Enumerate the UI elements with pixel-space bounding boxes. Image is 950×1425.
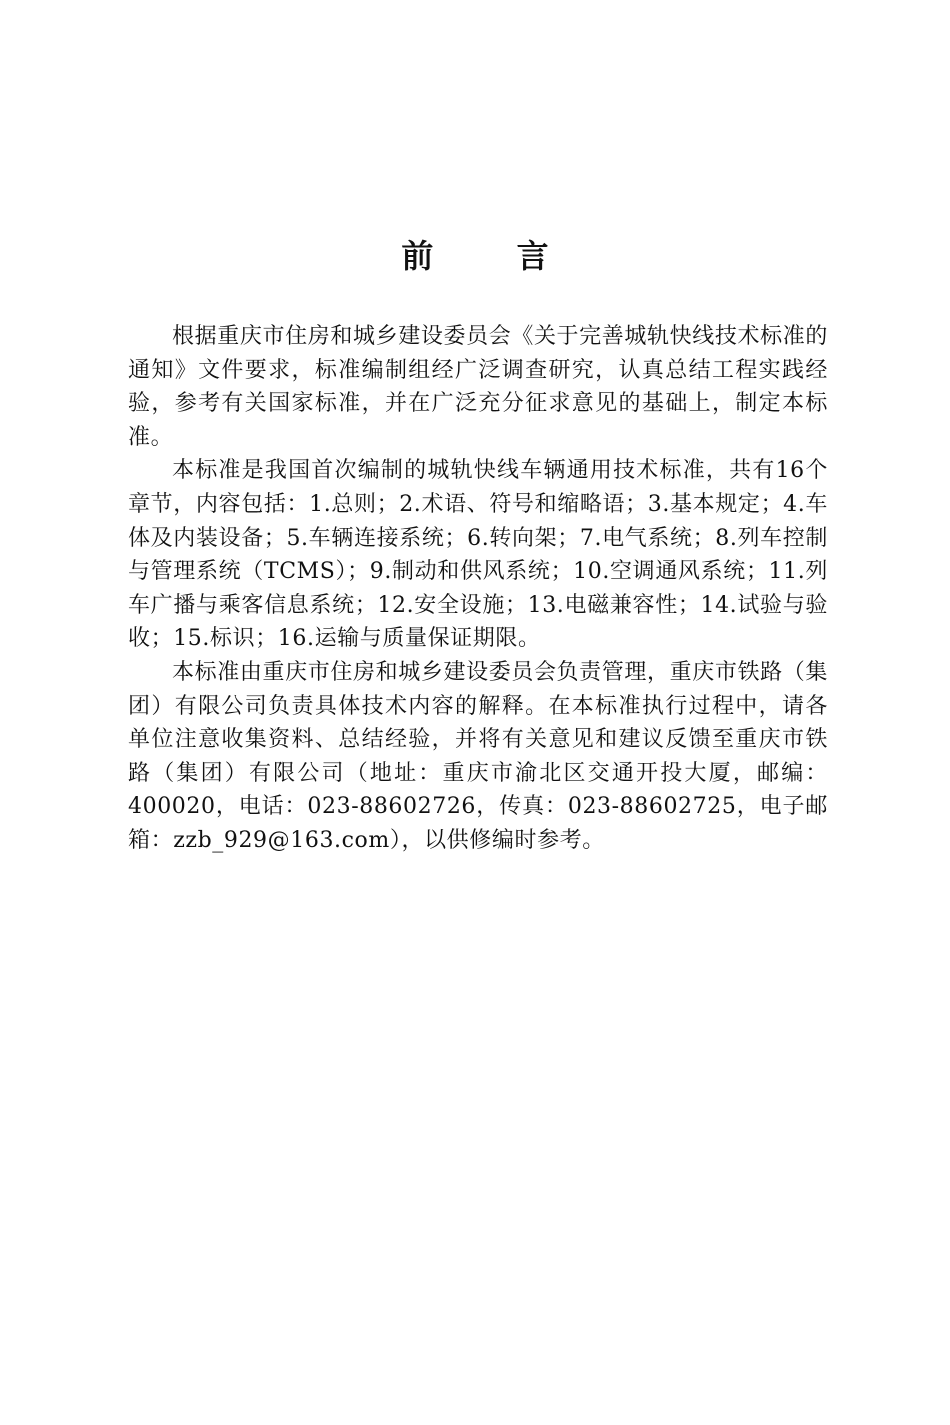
preface-paragraph-1: 根据重庆市住房和城乡建设委员会《关于完善城轨快线技术标准的通知》文件要求，标准编制组经广泛调查研究，认真总结工程实践经验，参考有关国家标准，并在广泛充分征求意见的基础上，制定本标准。 [128, 324, 828, 450]
preface-paragraph-2: 本标准是我国首次编制的城轨快线车辆通用技术标准，共有16个章节，内容包括：1.总则；2.术语、符号和缩略语；3.基本规定；4.车体及内装设备；5.车辆连接系统；6.转向架；7.电气系统；8.列车控制与管理系统（TCMS）；9.制动和供风系统；10.空调通风系统；11.列车广播与乘客信息系统；12.安全设施；13.电磁兼容性；14.试验与验收；15.标识；16.运输与质量保证期限。 [128, 458, 828, 652]
page-title: 前 言 [401, 237, 585, 275]
preface-body [128, 320, 828, 858]
preface-paragraph-3: 本标准由重庆市住房和城乡建设委员会负责管理，重庆市铁路（集团）有限公司负责具体技术内容的解释。在本标准执行过程中，请各单位注意收集资料、总结经验，并将有关意见和建议反馈至重庆市铁路（集团）有限公司（地址：重庆市渝北区交通开投大厦，邮编：400020，电话：023-88602726，传真：023-88602725，电子邮箱：zzb_929@163.com），以供修编时参考。 [128, 659, 828, 853]
